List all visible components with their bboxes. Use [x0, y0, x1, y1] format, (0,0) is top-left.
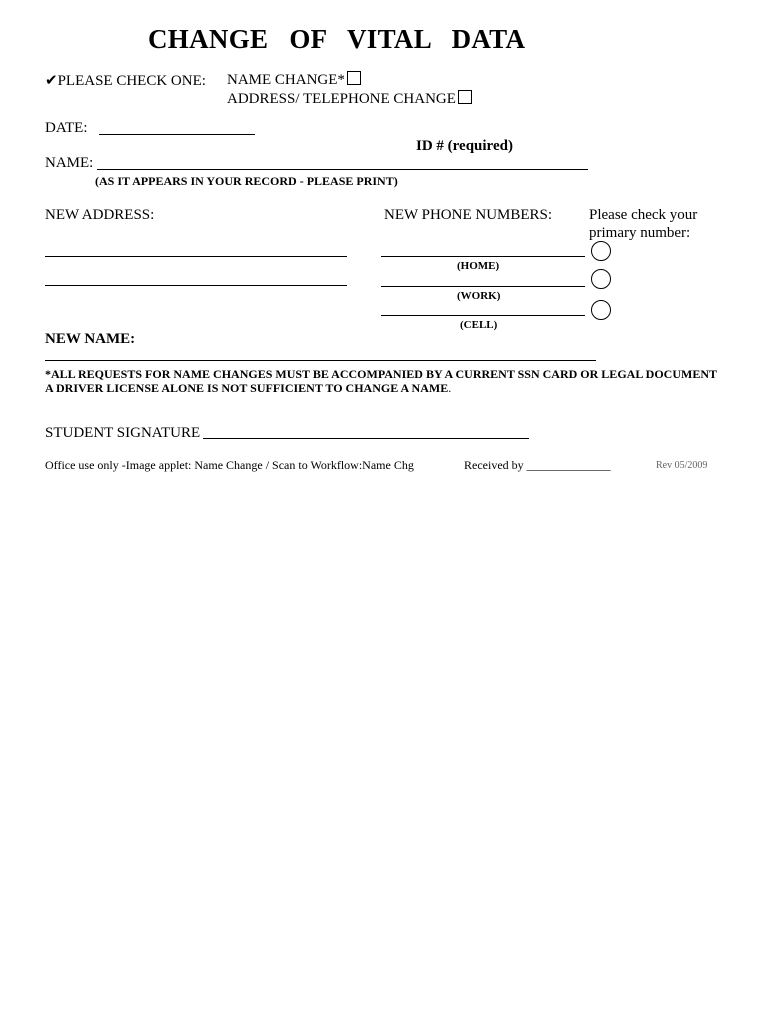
revision-label: Rev 05/2009 — [656, 460, 708, 471]
name-change-checkbox[interactable] — [347, 71, 361, 85]
new-address-label: NEW ADDRESS: — [45, 207, 155, 223]
primary-home-radio[interactable] — [591, 241, 611, 261]
notice-line-2 — [45, 381, 451, 396]
new-name-field[interactable] — [45, 360, 596, 361]
work-phone-label: (WORK) — [457, 290, 501, 302]
home-phone-field[interactable] — [381, 256, 585, 257]
option-name-change — [227, 71, 361, 89]
name-note: (AS IT APPEARS IN YOUR RECORD - PLEASE PRINT) — [95, 174, 398, 188]
received-by — [464, 458, 611, 473]
received-by-label: Received by — [464, 458, 524, 472]
id-label: ID # (required) — [416, 138, 513, 154]
name-field[interactable] — [97, 169, 588, 170]
notice-period: . — [448, 381, 452, 395]
option-name-change-label: NAME CHANGE* — [227, 72, 345, 88]
date-field[interactable] — [99, 134, 255, 135]
notice-line-2-text: A DRIVER LICENSE ALONE IS NOT SUFFICIENT TO CHANGE A NAME — [45, 381, 449, 395]
date-label: DATE: — [45, 120, 88, 136]
new-name-label: NEW NAME: — [45, 331, 136, 347]
address-field-1[interactable] — [45, 256, 347, 257]
checkmark-icon: ✔ — [45, 73, 58, 89]
home-phone-label: (HOME) — [457, 260, 500, 272]
address-field-2[interactable] — [45, 285, 347, 286]
notice-line-1: *ALL REQUESTS FOR NAME CHANGES MUST BE ACCOMPANIED BY A CURRENT SSN CARD OR LEGAL DOCUMENT — [45, 367, 717, 381]
office-use-note: Office use only -Image applet: Name Change / Scan to Workflow:Name Chg — [45, 458, 414, 472]
check-one-row — [45, 71, 206, 90]
primary-number-label-1: Please check your — [589, 207, 698, 223]
primary-work-radio[interactable] — [591, 269, 611, 289]
primary-cell-radio[interactable] — [591, 300, 611, 320]
work-phone-field[interactable] — [381, 286, 585, 287]
check-one-label: PLEASE CHECK ONE: — [57, 73, 206, 89]
signature-field[interactable] — [203, 438, 529, 439]
form-title: CHANGE OF VITAL DATA — [148, 24, 526, 54]
option-address-change-label: ADDRESS/ TELEPHONE CHANGE — [227, 91, 456, 107]
name-label: NAME: — [45, 155, 94, 171]
new-phone-label: NEW PHONE NUMBERS: — [384, 207, 553, 223]
option-address-change — [227, 90, 472, 108]
address-change-checkbox[interactable] — [458, 90, 472, 104]
primary-number-label-2: primary number: — [589, 225, 691, 241]
received-by-blank: ______________ — [526, 458, 611, 472]
cell-phone-label: (CELL) — [460, 319, 498, 331]
signature-label: STUDENT SIGNATURE — [45, 425, 201, 441]
cell-phone-field[interactable] — [381, 315, 585, 316]
